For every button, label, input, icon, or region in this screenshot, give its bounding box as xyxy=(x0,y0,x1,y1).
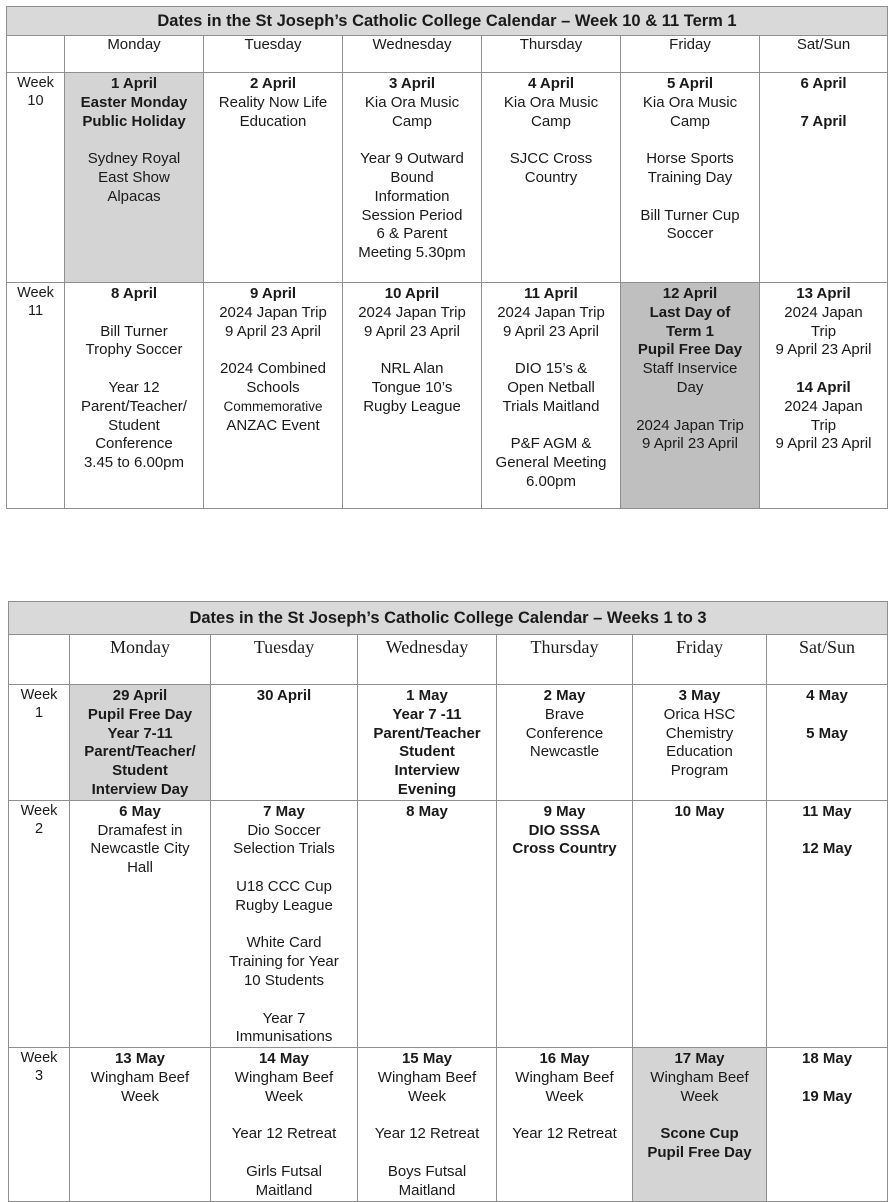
spacer xyxy=(635,1107,764,1126)
event-text: 2024 Japan Trip xyxy=(497,303,605,321)
event-heading: 6 May xyxy=(119,802,161,820)
day-cell xyxy=(497,800,633,1047)
event-text: Week xyxy=(545,1087,584,1105)
event-heading: 5 April xyxy=(666,75,714,92)
day-header-row xyxy=(7,36,888,73)
event-text: Wingham Beef xyxy=(234,1068,334,1086)
event-text: Wingham Beef xyxy=(377,1068,477,1086)
event-heading: 12 April xyxy=(662,285,718,302)
event-text: 6 & Parent xyxy=(376,225,448,243)
day-cell xyxy=(204,73,343,283)
event-text: Trip xyxy=(810,322,837,340)
event-heading: 2 April xyxy=(249,75,297,92)
event-text: Dio Soccer xyxy=(247,821,321,839)
event-text: Dramafest in xyxy=(97,821,183,839)
week-label xyxy=(9,685,70,801)
week-label xyxy=(9,1048,70,1201)
week-number: 3 xyxy=(34,1068,44,1085)
spacer xyxy=(360,1107,494,1126)
event-heading: 7 May xyxy=(263,802,305,820)
event-heading: 3 April xyxy=(388,75,436,92)
event-text: Country xyxy=(524,168,578,186)
event-text: Meeting 5.30pm xyxy=(358,244,466,262)
day-cell xyxy=(621,283,760,509)
spacer xyxy=(213,916,355,935)
week-number: 1 xyxy=(34,705,44,721)
spacer xyxy=(762,94,885,113)
week-label-text: Week xyxy=(17,285,54,301)
event-text: Wingham Beef xyxy=(515,1068,614,1086)
event-heading: 18 May xyxy=(802,1050,853,1068)
day-header: Monday xyxy=(65,36,204,73)
header-blank xyxy=(9,635,70,685)
event-text: Camp xyxy=(669,112,710,130)
event-text: Newcastle City xyxy=(90,840,190,858)
day-cell xyxy=(211,1048,358,1201)
event-heading: 2 May xyxy=(543,687,586,704)
event-text: Horse Sports xyxy=(646,150,734,168)
event-text: Immunisations xyxy=(235,1028,333,1046)
event-text: Week xyxy=(680,1087,719,1105)
event-text: P&F AGM & xyxy=(510,435,592,453)
calendar-table-weeks-1-3 xyxy=(8,601,888,1202)
event-heading: 1 May xyxy=(406,687,448,704)
day-header: Sat/Sun xyxy=(767,635,888,685)
event-text: Week xyxy=(120,1087,160,1105)
event-text: Year 12 Retreat xyxy=(231,1125,337,1143)
spacer xyxy=(484,131,618,150)
spacer xyxy=(360,1144,494,1163)
spacer xyxy=(484,417,618,436)
week-label xyxy=(7,73,65,283)
event-heading: 10 May xyxy=(674,802,725,820)
event-text: 2024 Japan xyxy=(784,397,863,415)
day-cell xyxy=(482,73,621,283)
day-cell xyxy=(767,685,888,801)
day-cell xyxy=(633,1048,767,1201)
event-text: Parent/Teacher/ xyxy=(81,397,187,415)
event-text: Education xyxy=(666,743,733,761)
spacer xyxy=(623,131,757,150)
event-text: Brave xyxy=(544,705,585,723)
spacer xyxy=(762,360,885,379)
day-cell xyxy=(760,73,888,283)
event-text: Staff Inservice xyxy=(642,360,738,378)
event-text: ANZAC Event xyxy=(226,416,320,434)
event-heading: Term 1 xyxy=(665,322,715,340)
day-cell xyxy=(767,1048,888,1201)
day-header: Wednesday xyxy=(358,635,497,685)
event-heading: 15 May xyxy=(401,1050,453,1068)
event-heading: 16 May xyxy=(539,1050,590,1068)
event-heading: 9 April xyxy=(249,285,297,302)
event-text: Commemorative xyxy=(223,398,323,414)
day-cell xyxy=(621,73,760,283)
week-label-text: Week xyxy=(17,75,54,91)
day-cell xyxy=(211,800,358,1047)
spacer xyxy=(769,1069,885,1088)
event-text: White Card xyxy=(246,934,322,952)
event-text: 6.00pm xyxy=(525,472,577,490)
event-text: Trials Maitland xyxy=(502,397,600,415)
event-text: 3.45 to 6.00pm xyxy=(83,454,185,472)
event-heading: Student xyxy=(399,743,455,761)
event-heading: 6 April xyxy=(800,75,847,92)
event-heading: Parent/Teacher/ xyxy=(84,743,196,761)
spacer xyxy=(623,398,757,417)
week-number: 2 xyxy=(34,820,44,837)
event-heading: 4 May xyxy=(806,687,848,704)
day-cell xyxy=(211,685,358,801)
spacer xyxy=(213,1107,355,1126)
event-heading: 30 April xyxy=(256,687,312,704)
day-header: Monday xyxy=(70,635,211,685)
event-text: Orica HSC xyxy=(663,705,736,723)
week-label-text: Week xyxy=(20,687,58,703)
event-text: Student xyxy=(108,416,160,434)
week-label xyxy=(7,283,65,509)
event-heading: Public Holiday xyxy=(82,112,186,130)
day-header-row xyxy=(9,635,888,685)
spacer xyxy=(623,188,757,207)
event-text: Open Netball xyxy=(507,378,595,396)
event-text: Trip xyxy=(810,416,837,434)
day-cell xyxy=(65,73,204,283)
event-heading: Evening xyxy=(397,780,457,798)
event-heading: 9 May xyxy=(543,802,586,820)
day-header: Friday xyxy=(633,635,767,685)
event-text: Kia Ora Music xyxy=(642,93,738,111)
event-heading: 19 May xyxy=(802,1087,853,1105)
header-blank xyxy=(7,36,65,73)
event-heading: 14 May xyxy=(258,1050,310,1068)
spacer xyxy=(213,1144,355,1163)
event-text: Information xyxy=(374,187,450,205)
event-heading: 1 April xyxy=(110,75,158,92)
day-header: Friday xyxy=(621,36,760,73)
event-heading: Pupil Free Day xyxy=(87,705,193,723)
event-text: 9 April 23 April xyxy=(364,322,460,340)
event-heading: 11 May xyxy=(802,802,852,820)
day-cell xyxy=(497,1048,633,1201)
event-heading: Year 7-11 xyxy=(107,724,173,742)
event-text: Wingham Beef xyxy=(90,1068,190,1086)
day-header: Tuesday xyxy=(204,36,343,73)
day-cell xyxy=(343,73,482,283)
day-cell xyxy=(70,800,211,1047)
event-text: Training for Year xyxy=(229,953,339,971)
event-text: 9 April 23 April xyxy=(642,435,738,453)
event-heading: 3 May xyxy=(678,687,721,704)
day-cell xyxy=(343,283,482,509)
event-text: 2024 Japan Trip xyxy=(636,416,744,434)
event-heading: 12 May xyxy=(802,840,853,858)
spacer xyxy=(769,706,885,725)
event-text: Training Day xyxy=(647,168,733,186)
event-text: Education xyxy=(239,112,307,130)
event-text: Soccer xyxy=(666,225,714,243)
week-row xyxy=(9,685,888,801)
event-text: Hall xyxy=(127,859,153,877)
event-heading: 5 May xyxy=(806,724,848,742)
event-heading: 8 April xyxy=(110,285,158,302)
event-heading: 4 April xyxy=(527,75,575,92)
event-text: Camp xyxy=(530,112,571,130)
event-heading: 13 April xyxy=(796,285,851,302)
event-heading: Pupil Free Day xyxy=(637,341,743,359)
event-heading: Interview Day xyxy=(91,780,189,798)
day-cell xyxy=(65,283,204,509)
week-row xyxy=(9,800,888,1047)
event-text: Newcastle xyxy=(529,743,600,761)
event-text: Conference xyxy=(525,724,604,742)
event-text: Maitland xyxy=(398,1181,456,1199)
event-text: Boys Futsal xyxy=(387,1162,467,1180)
day-cell xyxy=(358,1048,497,1201)
event-text: Trophy Soccer xyxy=(85,341,183,359)
event-heading: DIO SSSA xyxy=(528,821,601,839)
event-text: Bill Turner Cup xyxy=(640,206,740,224)
day-cell xyxy=(358,800,497,1047)
event-text: Reality Now Life xyxy=(218,93,328,111)
event-heading: 8 May xyxy=(406,802,448,820)
event-text: U18 CCC Cup xyxy=(236,877,332,895)
event-text: Girls Futsal xyxy=(246,1162,322,1180)
calendar-table-term1 xyxy=(6,6,888,509)
event-heading: Parent/Teacher xyxy=(373,724,481,742)
day-cell xyxy=(70,1048,211,1201)
day-cell xyxy=(760,283,888,509)
event-heading: 11 April xyxy=(524,285,578,302)
day-cell xyxy=(482,283,621,509)
event-text: Year 12 Retreat xyxy=(512,1125,617,1143)
event-text: Session Period xyxy=(361,206,463,224)
week-row xyxy=(9,1048,888,1201)
spacer xyxy=(206,341,340,360)
event-text: NRL Alan xyxy=(380,360,444,378)
day-cell xyxy=(633,685,767,801)
event-text: East Show xyxy=(98,168,170,186)
spacer xyxy=(484,341,618,360)
event-text: Tongue 10’s xyxy=(371,378,453,396)
table-title: Dates in the St Joseph’s Catholic College Calendar – Weeks 1 to 3 xyxy=(9,602,888,635)
event-text: Camp xyxy=(391,112,432,130)
week-label xyxy=(9,800,70,1047)
day-cell xyxy=(204,283,343,509)
event-text: General Meeting xyxy=(495,454,607,472)
event-heading: Cross Country xyxy=(512,840,617,858)
week-label-text: Week xyxy=(20,802,58,819)
day-cell xyxy=(70,685,211,801)
event-text: Year 12 xyxy=(108,378,160,396)
day-cell xyxy=(497,685,633,801)
event-text: Alpacas xyxy=(107,187,161,205)
event-heading: 7 April xyxy=(800,112,847,130)
spacer xyxy=(67,304,201,323)
event-text: 10 Students xyxy=(243,971,325,989)
event-text: Week xyxy=(264,1087,304,1105)
event-heading: Last Day of xyxy=(649,303,731,321)
event-text: Rugby League xyxy=(235,896,333,914)
event-text: Schools xyxy=(246,378,300,396)
event-text: Kia Ora Music xyxy=(503,93,599,111)
spacer xyxy=(213,859,355,878)
event-text: Chemistry xyxy=(665,724,734,742)
event-heading: Year 7 -11 xyxy=(392,705,462,723)
event-text: Program xyxy=(670,762,729,780)
day-header: Thursday xyxy=(497,635,633,685)
event-heading: 13 May xyxy=(114,1050,166,1068)
event-heading: 10 April xyxy=(384,285,440,302)
spacer xyxy=(67,131,201,150)
event-text: Day xyxy=(676,378,704,396)
day-header: Wednesday xyxy=(343,36,482,73)
event-text: 2024 Japan Trip xyxy=(358,303,466,321)
event-text: Sydney Royal xyxy=(87,150,181,168)
spacer xyxy=(769,822,885,841)
event-heading: 29 April xyxy=(112,687,168,704)
event-heading: Pupil Free Day xyxy=(647,1144,752,1162)
event-text: Wingham Beef xyxy=(650,1068,749,1086)
event-text: 2024 Japan Trip xyxy=(219,303,327,321)
event-text: DIO 15’s & xyxy=(514,360,588,378)
event-heading: Scone Cup xyxy=(660,1125,739,1143)
event-text: Selection Trials xyxy=(233,840,335,858)
week-number: 11 xyxy=(27,303,44,319)
event-text: Maitland xyxy=(255,1181,313,1199)
spacer xyxy=(213,991,355,1010)
table-title: Dates in the St Joseph’s Catholic College Calendar – Week 10 & 11 Term 1 xyxy=(7,7,888,36)
day-cell xyxy=(358,685,497,801)
event-text: Conference xyxy=(95,435,173,453)
event-text: Kia Ora Music xyxy=(364,93,460,111)
week-row xyxy=(7,283,888,509)
event-text: Year 12 Retreat xyxy=(374,1125,480,1143)
spacer xyxy=(345,341,479,360)
event-text: Year 7 xyxy=(262,1009,306,1027)
event-text: Bound xyxy=(390,168,434,186)
event-text: Bill Turner xyxy=(100,322,168,340)
day-cell xyxy=(767,800,888,1047)
spacer xyxy=(499,1107,630,1126)
day-cell xyxy=(633,800,767,1047)
spacer xyxy=(345,131,479,150)
spacer xyxy=(67,360,201,379)
event-heading: 17 May xyxy=(674,1050,725,1068)
week-label-text: Week xyxy=(20,1050,58,1067)
event-text: 9 April 23 April xyxy=(775,435,872,453)
day-header: Sat/Sun xyxy=(760,36,888,73)
event-text: SJCC Cross xyxy=(509,150,593,168)
day-header: Tuesday xyxy=(211,635,358,685)
event-text: 9 April 23 April xyxy=(775,341,872,359)
event-text: 9 April 23 April xyxy=(225,322,321,340)
event-text: 9 April 23 April xyxy=(503,322,599,340)
event-text: 2024 Japan xyxy=(784,303,863,321)
event-heading: Interview xyxy=(394,762,460,780)
event-heading: 14 April xyxy=(796,378,851,396)
event-text: Rugby League xyxy=(363,397,461,415)
event-text: Year 9 Outward xyxy=(360,150,464,168)
event-heading: Easter Monday xyxy=(80,93,188,111)
week-row xyxy=(7,73,888,283)
event-text: Week xyxy=(407,1087,447,1105)
week-number: 10 xyxy=(27,93,44,109)
event-text: 2024 Combined xyxy=(220,360,326,378)
day-header: Thursday xyxy=(482,36,621,73)
event-heading: Student xyxy=(112,762,168,780)
